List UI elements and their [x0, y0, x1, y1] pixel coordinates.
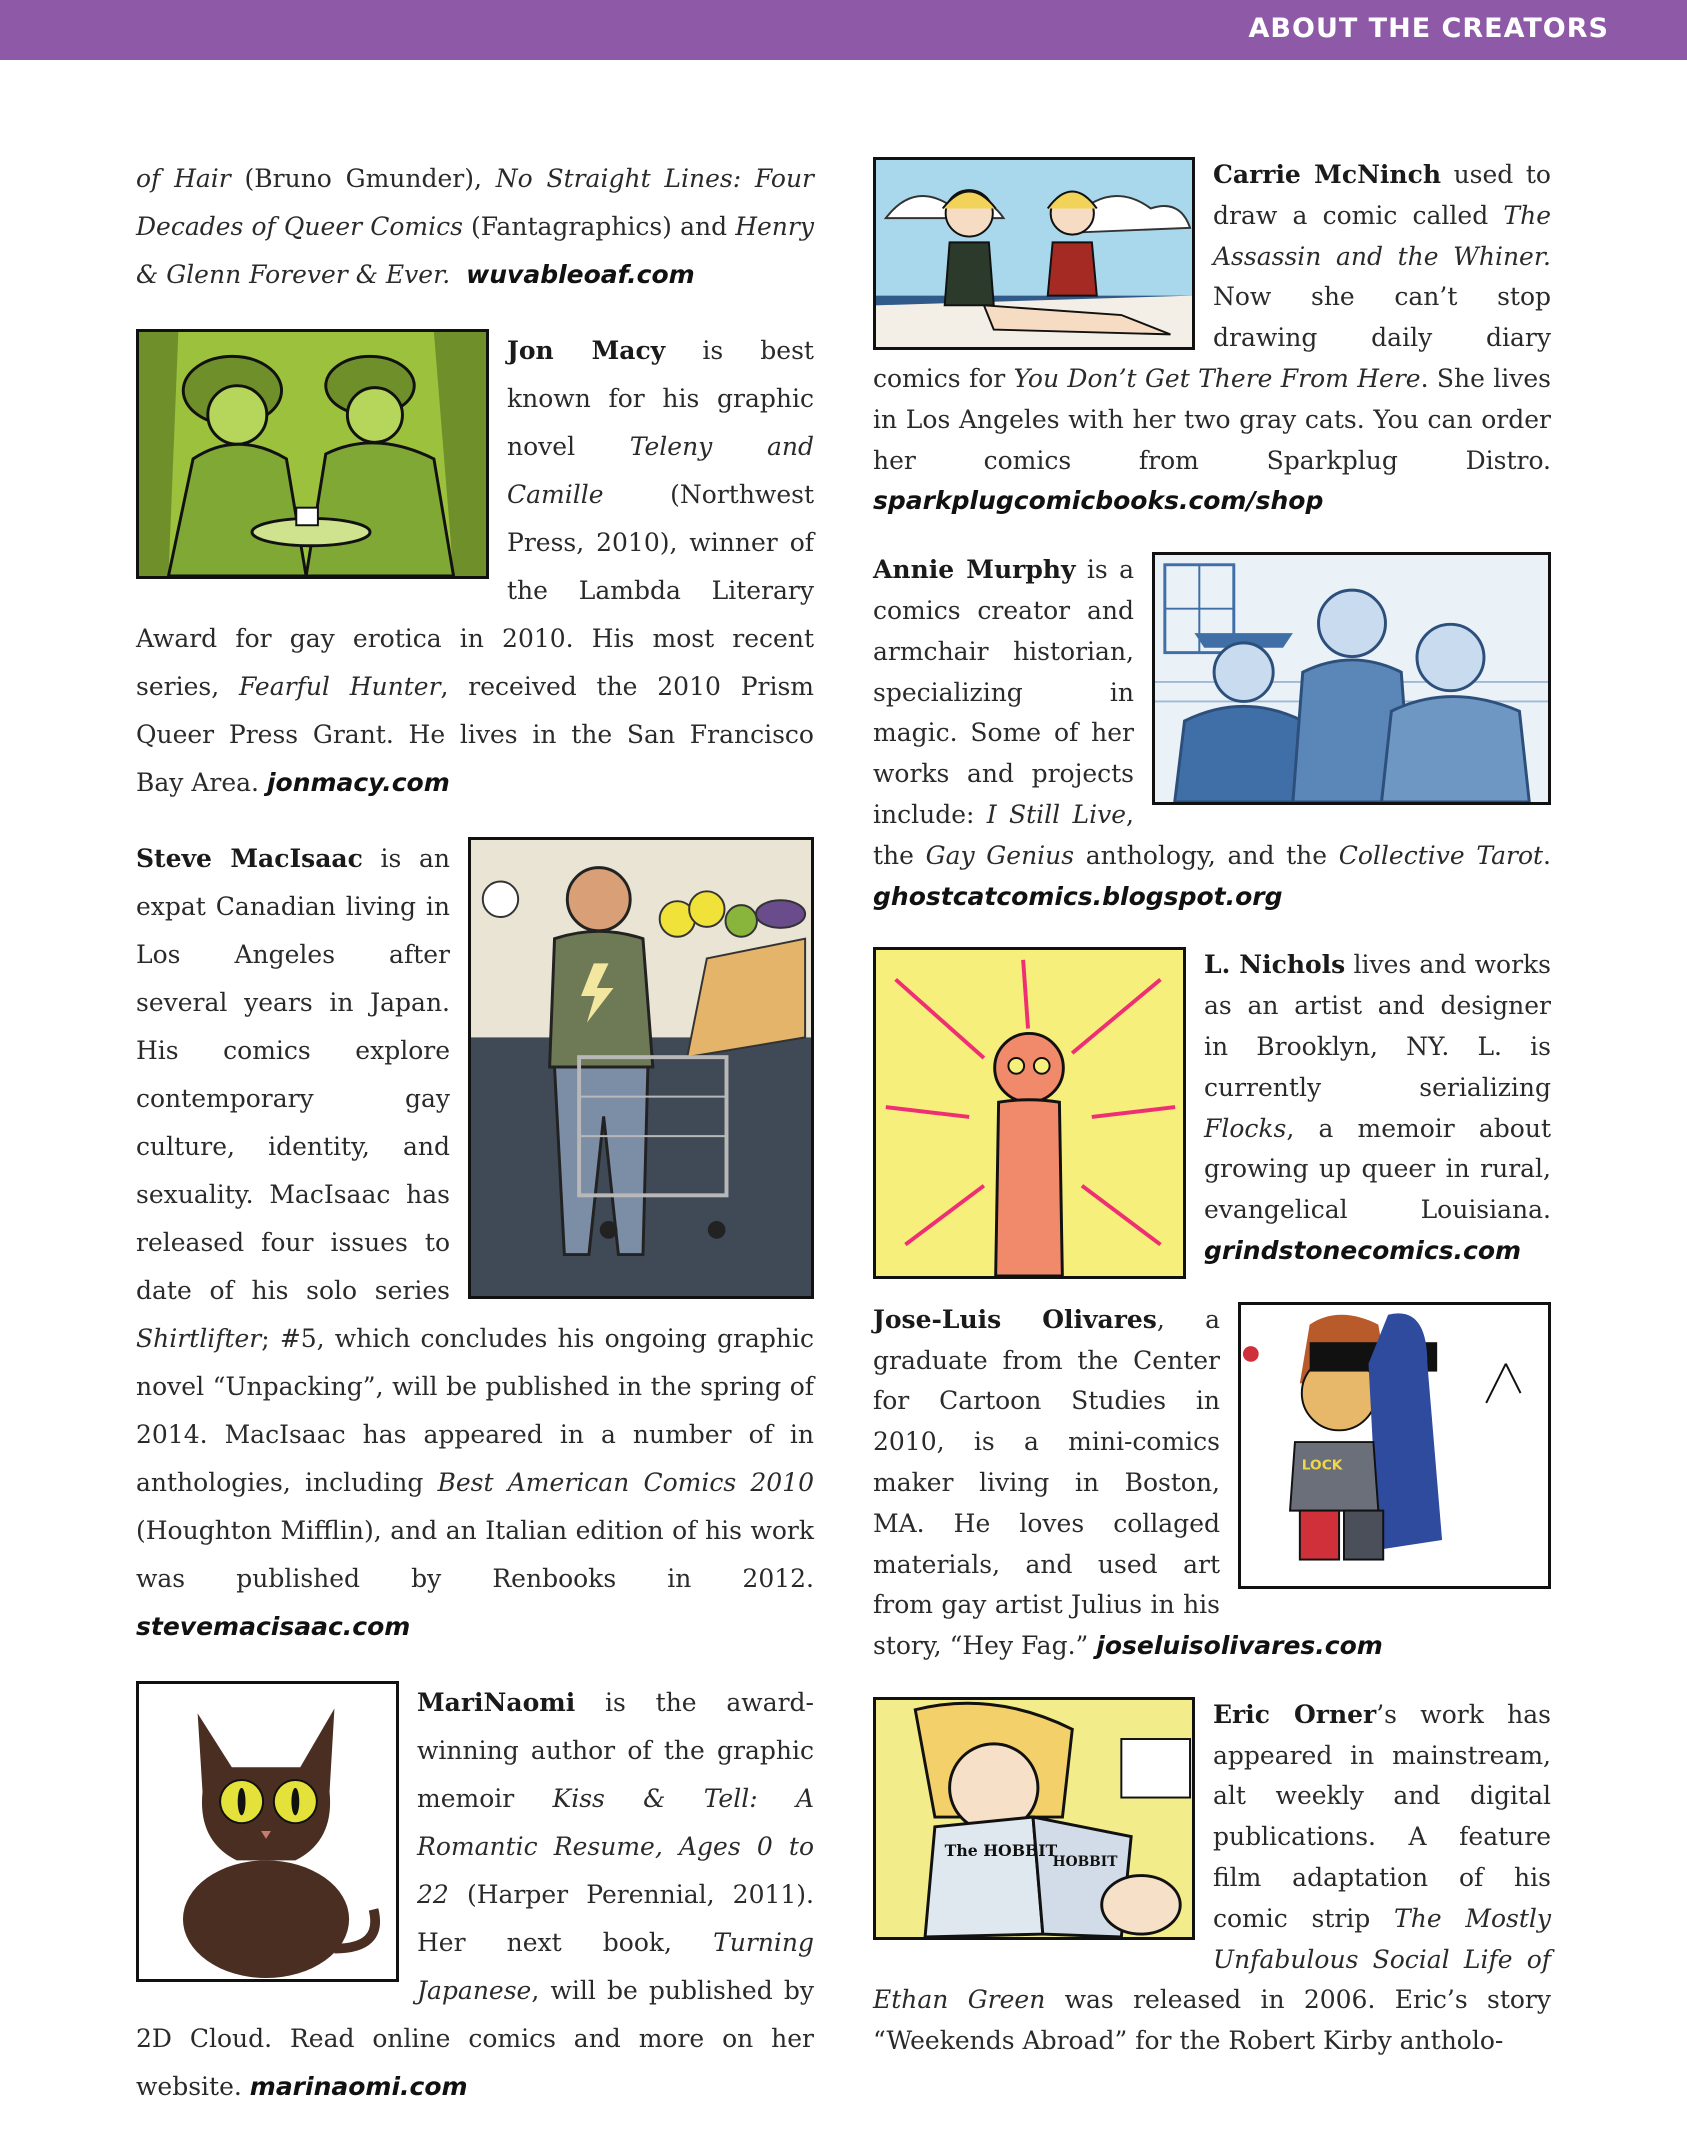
jonmacy-link[interactable]: jonmacy.com [266, 768, 450, 797]
bio-jose-luis-olivares: LOCK Jose-Luis Olivares, a graduate from the Center for Cartoon Studies in 2010, is a mini-comics maker living in Boston, MA. He loves collaged materials, and used art from gay artist Julius in his story, “Hey Fag.” joseluisolivares.com [873, 1300, 1551, 1667]
carrie-mcninch-illustration [873, 157, 1195, 350]
bio-marinaomi: MariNaomi is the award-winning author of the graphic memoir Kiss & Tell: A Romantic Resume, Ages 0 to 22 (Harper Perennial, 2011). Her next book, Turning Japanese, will be published by 2D Cloud. Read online comics and more on her website. marinaomi.com [136, 1679, 814, 2111]
bio-l-nichols: L. Nichols lives and works as an artist and designer in Brooklyn, NY. L. is currently serializing Flocks, a memoir about growing up queer in rural, evangelical Louisiana. grindstonecomics.com [873, 945, 1551, 1271]
marinaomi-illustration [136, 1681, 399, 1982]
marinaomi-link[interactable]: marinaomi.com [249, 2072, 468, 2101]
book-title: The HOBBIT [944, 1840, 1058, 1860]
book-spine: HOBBIT [1052, 1853, 1118, 1870]
wuvableoaf-link[interactable]: wuvableoaf.com [466, 260, 695, 289]
jose-luis-olivares-illustration [1238, 1302, 1551, 1589]
bio-jon-macy: Jon Macy is best known for his graphic novel Teleny and Camille (Northwest Press, 2010), winner of the Lambda Literary Award for gay erotica in 2010. His most recent series, Fearful Hunter, received the 2010 Prism Queer Press Grant. He lives in the San Francisco Bay Area. jonmacy.com [136, 327, 814, 807]
annie-murphy-illustration [1152, 552, 1551, 805]
bio-eric-orner: The HOBBIT HOBBIT Eric Orner’s work has appeared in mainstream, alt weekly and digital publications. A feature film adaptation of his comic strip The Mostly Unfabulous Social Life of Ethan Green was released in 2006. Eric’s story “Weekends Abroad” for the Robert Kirby antholo- [873, 1695, 1551, 2062]
bio-steve-macisaac: Steve MacIsaac is an expat Canadian living in Los Angeles after several years in Japan. His comics explore contemporary gay culture, identity, and sexuality. MacIsaac has released four issues to date of his solo series Shirtlifter; #5, which concludes his ongoing graphic novel “Unpacking”, will be published in the spring of 2014. MacIsaac has appeared in a number of in anthologies, including Best American Comics 2010 (Houghton Mifflin), and an Italian edition of his work was published by Renbooks in 2012. stevemacisaac.com [136, 835, 814, 1651]
ghostcat-link[interactable]: ghostcatcomics.blogspot.org [873, 881, 1283, 911]
stevemacisaac-link[interactable]: stevemacisaac.com [136, 1612, 411, 1641]
section-title: ABOUT THE CREATORS [1248, 13, 1609, 44]
joseluisolivares-link[interactable]: joseluisolivares.com [1096, 1631, 1383, 1661]
jon-macy-illustration [136, 329, 489, 579]
bio-carrie-mcninch: Carrie McNinch used to draw a comic called The Assassin and the Whiner. Now she can’t stop drawing daily diary comics for You Don’t Get There From Here. She lives in Los Angeles with her two gray cats. You can order her comics from Sparkplug Distro. sparkplugcomicbooks.com/shop [873, 155, 1551, 522]
right-column [873, 155, 1551, 2090]
eric-orner-illustration [873, 1697, 1195, 1940]
header-bar [0, 0, 1687, 60]
steve-macisaac-illustration [468, 837, 814, 1299]
grindstone-link[interactable]: grindstonecomics.com [1204, 1235, 1522, 1265]
sparkplug-link[interactable]: sparkplugcomicbooks.com/shop [873, 486, 1324, 516]
l-nichols-illustration [873, 947, 1186, 1279]
left-column [136, 155, 814, 2139]
intro-continuation: of Hair (Bruno Gmunder), No Straight Lines: Four Decades of Queer Comics (Fantagraphics) and Henry & Glenn Forever & Ever. wuvableoaf.com [136, 164, 814, 289]
shirt-text: LOCK [1301, 1457, 1343, 1474]
bio-annie-murphy: Annie Murphy is a comics creator and armchair historian, specializing in magic. Some of her works and projects include: I Still Live, the Gay Genius anthology, and the Collective Tarot. ghostcatcomics.blogspot.org [873, 550, 1551, 917]
